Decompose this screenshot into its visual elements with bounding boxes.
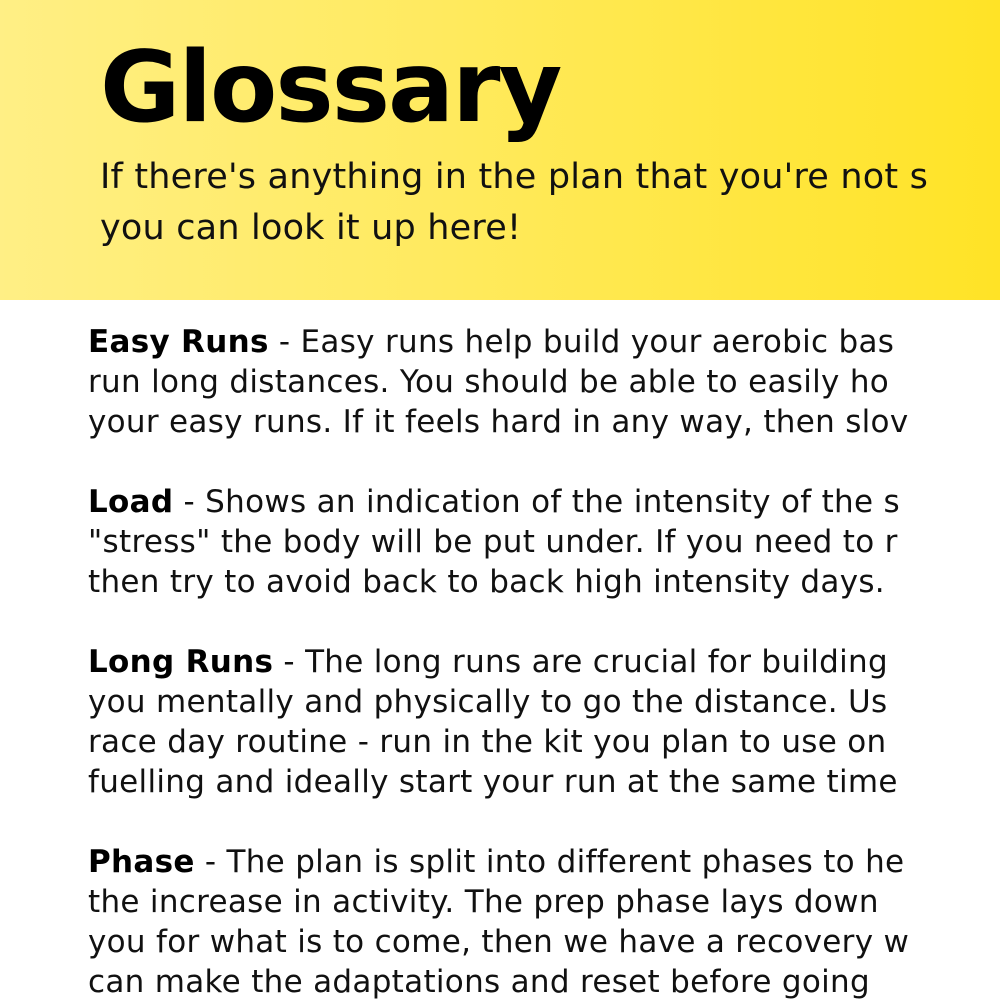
definition-line: you mentally and physically to go the distance. Us (88, 684, 888, 720)
definition-line: "stress" the body will be put under. If you need to r (88, 524, 898, 560)
definition-line: fuelling and ideally start your run at the same time (88, 764, 898, 800)
page-subtitle (100, 152, 928, 254)
term-separator: - (268, 324, 301, 360)
glossary-term: Long Runs (88, 644, 274, 680)
glossary-entry-long-runs (88, 642, 1000, 802)
definition-text: The plan is split into different phases to he (226, 844, 905, 880)
subtitle-line: If there's anything in the plan that you're not s (100, 157, 929, 197)
page-title: Glossary (100, 31, 561, 145)
entry-first-line (88, 842, 1000, 882)
definition-line: the increase in activity. The prep phase lays down (88, 884, 879, 920)
definition-text: Shows an indication of the intensity of the s (205, 484, 900, 520)
definition-line: then try to avoid back to back high intensity days. (88, 564, 885, 600)
definition-text: Easy runs help build your aerobic bas (300, 324, 895, 360)
glossary-header (0, 0, 1000, 300)
entry-first-line (88, 322, 1000, 362)
glossary-entry-phase (88, 842, 1000, 1000)
definition-line: can make the adaptations and reset before going (88, 964, 870, 1000)
term-separator: - (273, 644, 306, 680)
definition-text: The long runs are crucial for building (305, 644, 888, 680)
glossary-list (88, 322, 1000, 1000)
entry-first-line (88, 482, 1000, 522)
glossary-entry-easy-runs (88, 322, 1000, 442)
definition-line: race day routine - run in the kit you plan to use on (88, 724, 887, 760)
term-separator: - (194, 844, 227, 880)
definition-line: run long distances. You should be able to easily ho (88, 364, 890, 400)
glossary-term: Easy Runs (88, 324, 269, 360)
term-separator: - (173, 484, 206, 520)
subtitle-line: you can look it up here! (100, 208, 522, 248)
definition-line: you for what is to come, then we have a recovery w (88, 924, 910, 960)
entry-first-line (88, 642, 1000, 682)
glossary-term: Phase (88, 844, 195, 880)
definition-line: your easy runs. If it feels hard in any way, then slov (88, 404, 909, 440)
glossary-term: Load (88, 484, 174, 520)
glossary-entry-load (88, 482, 1000, 602)
